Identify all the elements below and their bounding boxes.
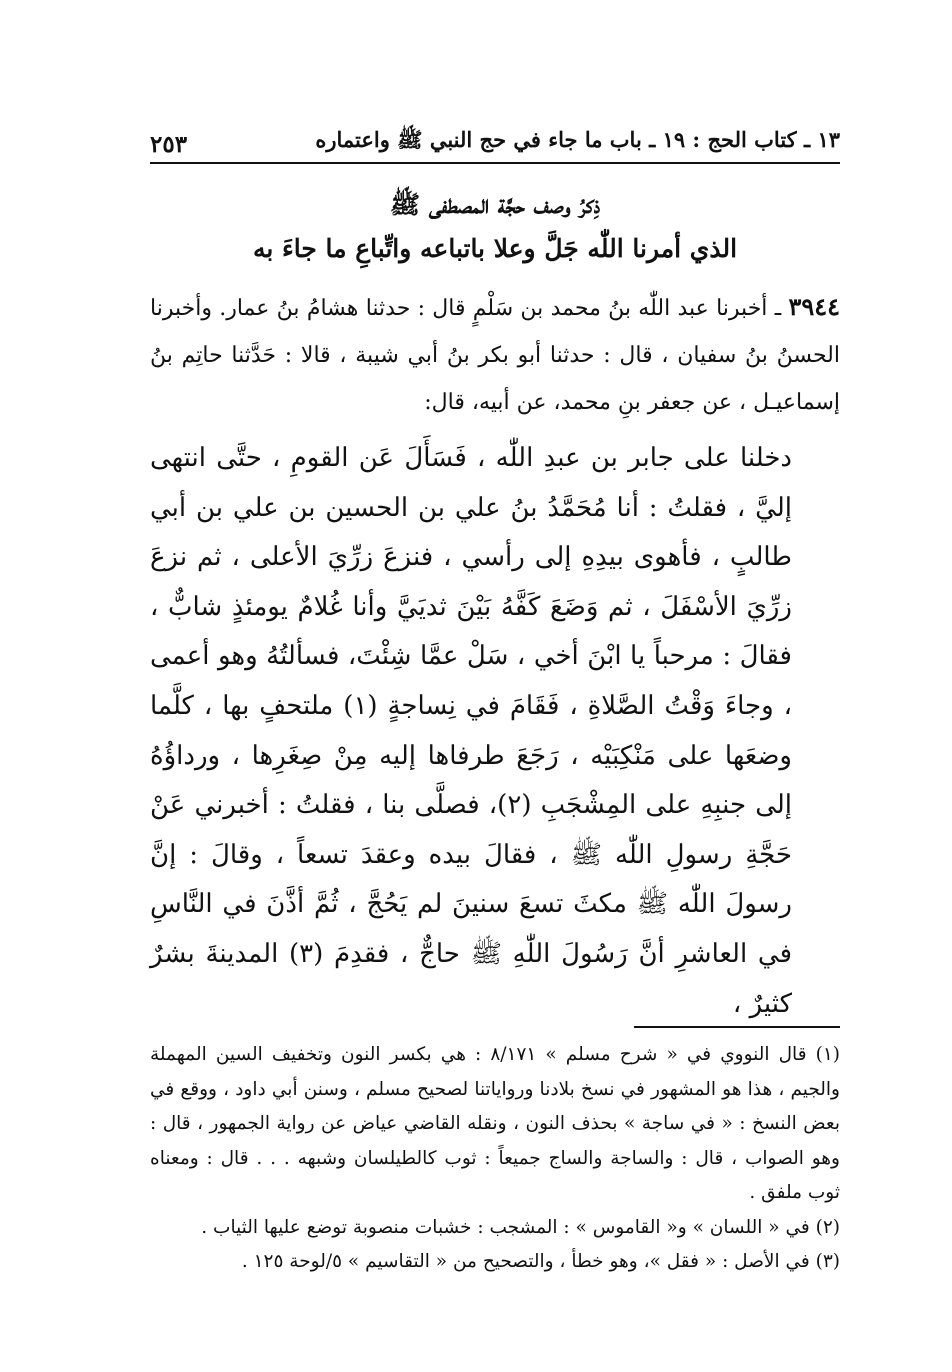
- heading-line-1: ذِكرُ وصف حجَّة المصطفى ﷺ: [389, 190, 601, 219]
- hadith-matn-paragraph: [150, 434, 840, 1029]
- hadith-number: ٣٩٤٤: [788, 292, 840, 321]
- running-title: ١٣ ـ كتاب الحج : ١٩ ـ باب ما جاء في حج النبي ﷺ واعتماره: [315, 127, 840, 152]
- page-number: ٢٥٣: [150, 131, 188, 158]
- footnote-2: (٢) في « اللسان » و« القاموس » : المشجب : خشبات منصوبة توضع عليها الثياب .: [201, 1216, 840, 1238]
- section-heading: [150, 183, 840, 271]
- running-header: [150, 118, 840, 164]
- footnote-3: (٣) في الأصل : « فقل »، وهو خطأ ، والتصحيح من « التقاسيم » ٥/لوحة ١٢٥ .: [241, 1251, 840, 1272]
- heading-line-2: الذي أمرنا اللّٰه جَلَّ وعلا باتباعه واتِّباعِ ما جاءَ به: [252, 234, 738, 263]
- hadith-isnad-paragraph: [150, 283, 840, 426]
- footnote-1: (١) قال النووي في « شرح مسلم » ٨/١٧١ : هي بكسر النون وتخفيف السين المهملة والجيم ، هذا هو المشهور في نسخ بلادنا ورواياتنا لصحيح مسلم ، وسنن أبي داود ، ووقع في بعض النسخ : « في ساجة » بحذف النون ، ونقله القاضي عياض عن رواية الجمهور ، قال : وهو الصواب ، قال : والساجة والساج جميعاً : ثوب كالطيلسان وشبهه . . . قال : ومعناه ثوب ملفق .: [150, 1044, 840, 1203]
- hadith-isnad: ـ أخبرنا عبد اللّٰه بنُ محمد بن سَلْمٍ قال : حدثنا هشامُ بنُ عمار. وأخبرنا الحسنُ بنُ سفيان ، قال : حدثنا أبو بكر بنُ أبي شيبة ، قالا : حَدَّثنا حاتِم بنُ إسماعيـل ، عن جعفر بنِ محمد، عن أبيه، قال:: [150, 296, 840, 415]
- footnote-separator: [634, 1026, 840, 1028]
- footnotes: [150, 1038, 840, 1280]
- hadith-matn: دخلنا على جابر بن عبدِ اللّٰه ، فَسَأَلَ عَن القومِ ، حتَّى انتهى إليَّ ، فقلتُ : أنا مُحَمَّدُ بنُ علي بن الحسين بن علي بن أبي طالبٍ ، فأهوى بيدِهِ إلى رأسي ، فنزعَ زرِّيَ الأعلى ، ثم نزعَ زرِّيَ الأسْفَلَ ، ثم وَضَعَ كَفَّهُ بَيْنَ ثديَيَّ وأنا غُلامٌ يومئذٍ شابٌّ ، فقالَ : مرحباً يا ابْنَ أخي ، سَلْ عمَّا شِئْتَ، فسألتُهُ وهو أعمى ، وجاءَ وَقْتُ الصَّلاةِ ، فَقَامَ في نِساجةٍ (١) ملتحفٍ بها ، كلَّما وضعَها على مَنْكِبَيْه ، رَجَعَ طرفاها إليه مِنْ صِغَرِها ، ورداؤُهُ إلى جنبِهِ على المِشْجَبِ (٢)، فصلَّى بنا ، فقلتُ : أخبرني عَنْ حَجَّةِ رسولِ اللّٰه ﷺ ، فقالَ بيده وعقدَ تسعاً ، وقالَ : إنَّ رسولَ اللّٰه ﷺ مكثَ تسعَ سنينَ لم يَحُجَّ ، ثُمَّ أذَّنَ في النَّاسِ في العاشرِ أنَّ رَسُولَ اللّٰهِ ﷺ حاجٌّ ، فقدِمَ (٣) المدينةَ بشرٌ كثيرٌ ،: [150, 443, 793, 1019]
